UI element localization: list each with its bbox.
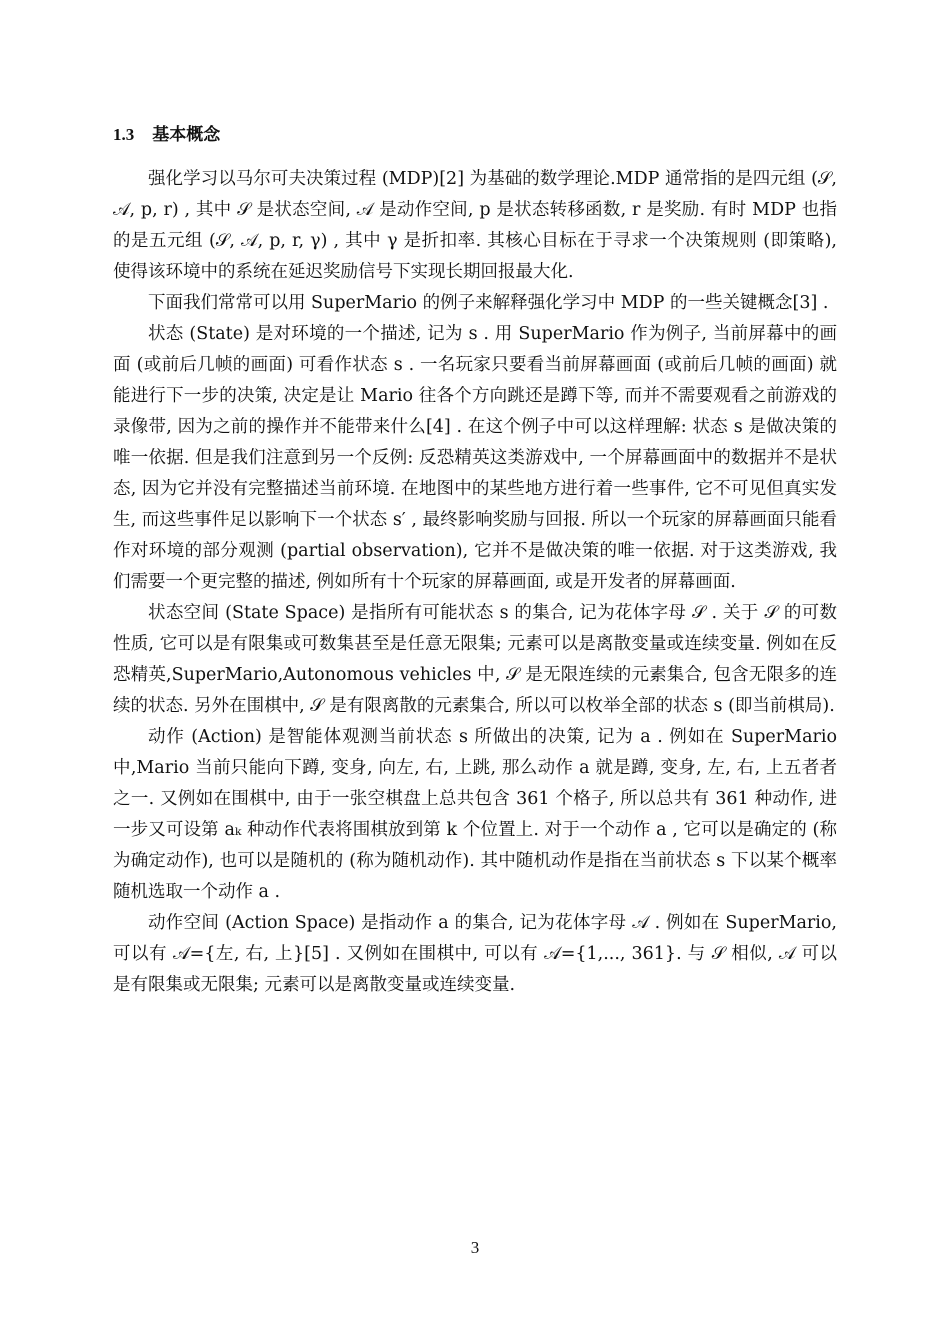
paragraph-action: 动作 (Action) 是智能体观测当前状态 s 所做出的决策, 记为 a . 例如在 SuperMario 中,Mario 当前只能向下蹲, 变身, 向左, 右, 上跳, 那么动作 a 就是蹲, 变身, 左, 右, 上五者者之一. 又例如在围棋中, 由于一张空棋盘上总共包含 361 个格子, 所以总共有 361 种动作, 进一步又可设第 aₖ 种动作代表将围棋放到第 k 个位置上. 对于一个动作 a , 它可以是确定的 (称为确定动作), 也可以是随机的 (称为随机动作). 其中随机动作是指在当前状态 s 下以某个概率随机选取一个动作 a . — [113, 727, 837, 902]
paragraph-state: 状态 (State) 是对环境的一个描述, 记为 s . 用 SuperMario 作为例子, 当前屏幕中的画面 (或前后几帧的画面) 可看作状态 s . 一名玩家只要看当前屏幕画面 (或前后几帧的画面) 就能进行下一步的决策, 决定是让 Mario 往各个方向跳还是蹲下等, 而并不需要观看之前游戏的录像带, 因为之前的操作并不能带来什么[4] . 在这个例子中可以这样理解: 状态 s 是做决策的唯一依据. 但是我们注意到另一个反例: 反恐精英这类游戏中, 一个屏幕画面中的数据并不是状态, 因为它并没有完整描述当前环境. 在地图中的某些地方进行着一些事件, 它不可见但真实发生, 而这些事件足以影响下一个状态 s′ , 最终影响奖励与回报. 所以一个玩家的屏幕画面只能看作对环境的部分观测 (partial observation), 它并不是做决策的唯一依据. 对于这类游戏, 我们需要一个更完整的描述, 例如所有十个玩家的屏幕画面, 或是开发者的屏幕画面. — [113, 324, 837, 592]
section-heading — [113, 120, 220, 145]
paragraph-state-space: 状态空间 (State Space) 是指所有可能状态 s 的集合, 记为花体字母 𝒮 . 关于 𝒮 的可数性质, 它可以是有限集或可数集甚至是任意无限集; 元素可以是离散变量或连续变量. 例如在反恐精英,SuperMario,Autonomous vehicles 中, 𝒮 是无限连续的元素集合, 包含无限多的连续的状态. 另外在围棋中, 𝒮 是有限离散的元素集合, 所以可以枚举全部的状态 s (即当前棋局). — [113, 603, 837, 716]
page-number: 3 — [470, 1238, 480, 1257]
section-number: 1.3 — [113, 125, 135, 144]
paragraph-supermario-intro: 下面我们常常可以用 SuperMario 的例子来解释强化学习中 MDP 的一些关键概念[3] . — [148, 293, 829, 313]
paragraph-mdp-intro: 强化学习以马尔可夫决策过程 (MDP)[2] 为基础的数学理论.MDP 通常指的是四元组 (𝒮, 𝒜, p, r) , 其中 𝒮 是状态空间, 𝒜 是动作空间, p 是状态转移函数, r 是奖励. 有时 MDP 也指的是五元组 (𝒮, 𝒜, p, r, γ) , 其中 γ 是折扣率. 其核心目标在于寻求一个决策规则 (即策略), 使得该环境中的系统在延迟奖励信号下实现长期回报最大化. — [113, 169, 837, 282]
body-text — [113, 164, 837, 1001]
paragraph-action-space: 动作空间 (Action Space) 是指动作 a 的集合, 记为花体字母 𝒜 . 例如在 SuperMario, 可以有 𝒜={左, 右, 上}[5] . 又例如在围棋中, 可以有 𝒜={1,..., 361}. 与 𝒮 相似, 𝒜 可以是有限集或无限集; 元素可以是离散变量或连续变量. — [113, 913, 837, 995]
section-title: 基本概念 — [152, 125, 221, 144]
